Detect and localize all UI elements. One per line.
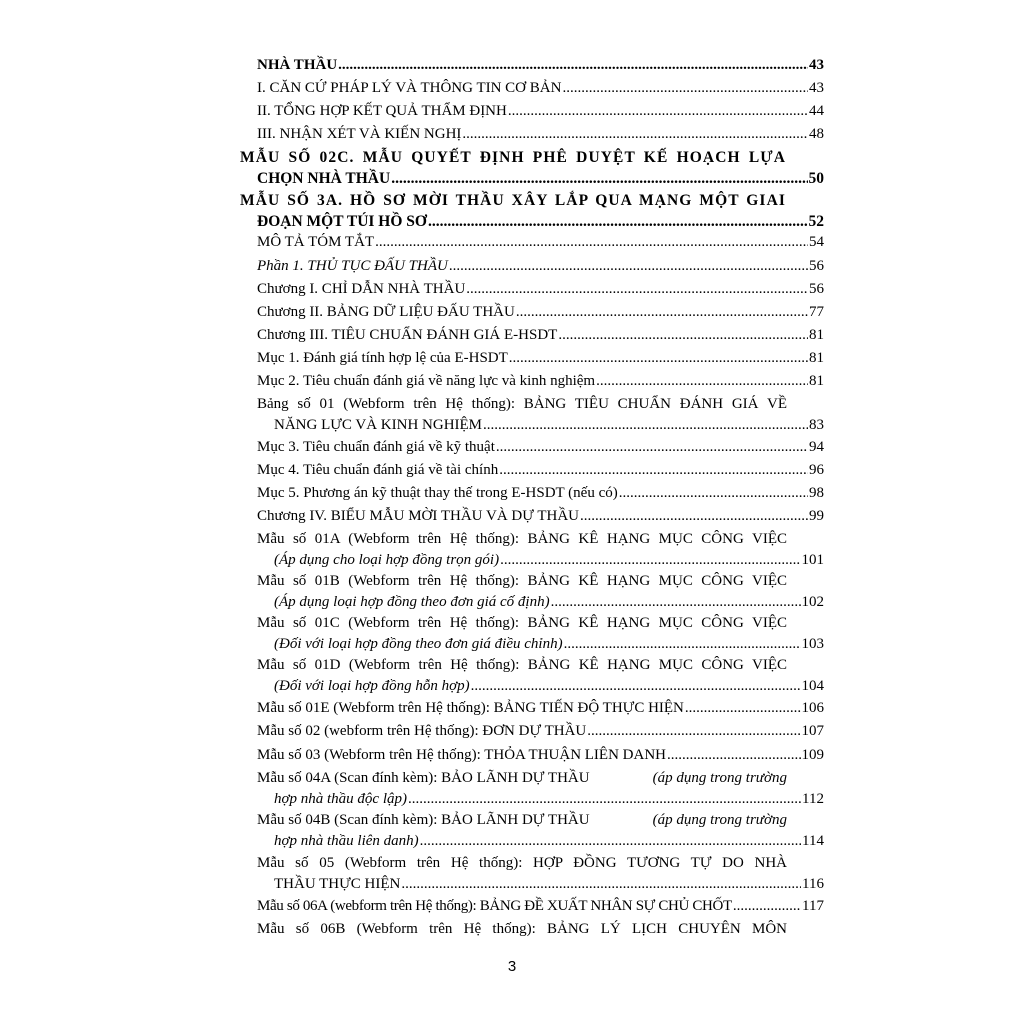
toc-entry-title-cont: (Áp dụng loại hợp đồng theo đơn giá cố định)	[274, 594, 550, 610]
toc-leader-dots	[619, 483, 808, 504]
toc-page-number: 44	[809, 103, 824, 119]
toc-entry-title: I. CĂN CỨ PHÁP LÝ VÀ THÔNG TIN CƠ BẢN	[257, 80, 562, 96]
toc-entry	[257, 348, 824, 369]
toc-entry	[257, 437, 824, 458]
toc-page-number: 81	[809, 350, 824, 366]
toc-entry-title-cont: (Đối với loại hợp đồng theo đơn giá điều chỉnh)	[274, 636, 563, 652]
toc-entry-title-cont: THẦU THỰC HIỆN	[274, 876, 401, 892]
toc-leader-dots	[471, 676, 801, 697]
toc-entry	[257, 256, 824, 277]
toc-page-number: 98	[809, 485, 824, 501]
toc-page-number: 117	[802, 898, 824, 914]
toc-leader-dots	[408, 789, 801, 810]
toc-entry	[257, 78, 824, 99]
toc-entry-title: Chương II. BẢNG DỮ LIỆU ĐẤU THẦU	[257, 304, 515, 320]
toc-entry	[257, 371, 824, 392]
toc-leader-dots	[508, 101, 808, 122]
toc-entry-title-cont: hợp nhà thầu độc lập)	[274, 791, 407, 807]
toc-page-number: 48	[809, 126, 824, 142]
toc-entry	[257, 655, 824, 697]
toc-leader-dots	[516, 302, 808, 323]
toc-entry	[257, 613, 824, 655]
toc-entry-title-cont: ĐOẠN MỘT TÚI HỒ SƠ	[257, 213, 427, 230]
toc-page-number: 43	[809, 57, 824, 73]
toc-entry-title: Mục 2. Tiêu chuẩn đánh giá về năng lực và kinh nghiệm	[257, 373, 596, 389]
toc-entry-title-italic: (áp dụng trong trường	[652, 770, 787, 786]
toc-entry-title-cont: CHỌN NHÀ THẦU	[257, 170, 391, 187]
toc-entry-title-cont: NĂNG LỰC VÀ KINH NGHIỆM	[274, 417, 483, 433]
toc-page-number: 103	[801, 636, 824, 652]
toc-leader-dots	[500, 550, 800, 571]
toc-entry-title: Chương IV. BIỂU MẪU MỜI THẦU VÀ DỰ THẦU	[257, 508, 580, 524]
toc-entry-title: NHÀ THẦU	[257, 57, 338, 73]
page-number: 3	[507, 958, 517, 975]
toc-leader-dots	[596, 371, 808, 392]
toc-entry-title: Bảng số 01 (Webform trên Hệ thống): BẢNG TIÊU CHUẨN ĐÁNH GIÁ VỀ	[257, 396, 787, 412]
toc-entry	[257, 394, 824, 436]
toc-entry	[257, 745, 824, 766]
toc-leader-dots	[685, 698, 801, 719]
toc-entry	[257, 325, 824, 346]
toc-entry	[257, 232, 824, 253]
toc-leader-dots	[462, 124, 808, 145]
toc-entry	[257, 529, 824, 571]
toc-page-number: 107	[801, 723, 824, 739]
toc-entry-title: Mẫu số 06B (Webform trên Hệ thống): BẢNG LÝ LỊCH CHUYÊN MÔN	[257, 921, 787, 937]
toc-entry	[240, 147, 824, 189]
toc-page-number: 81	[809, 327, 824, 343]
toc-entry	[257, 55, 824, 76]
toc-entry	[257, 279, 824, 300]
toc-entry	[257, 853, 824, 895]
toc-leader-dots	[466, 279, 808, 300]
toc-leader-dots	[499, 460, 808, 481]
toc-entry	[257, 506, 824, 527]
toc-page-number: 83	[809, 417, 824, 433]
toc-entry	[257, 302, 824, 323]
toc-entry-title: MẪU SỐ 3A. HỒ SƠ MỜI THẦU XÂY LẮP QUA MẠNG MỘT GIAI	[240, 192, 786, 209]
toc-entry-title: Mẫu số 05 (Webform trên Hệ thống): HỢP ĐỒNG TƯƠNG TỰ DO NHÀ	[257, 855, 787, 871]
toc-entry	[257, 101, 824, 122]
toc-entry-title: Phần 1. THỦ TỤC ĐẤU THẦU	[257, 258, 448, 274]
toc-entry-title: Mẫu số 01E (Webform trên Hệ thống): BẢNG TIẾN ĐỘ THỰC HIỆN	[257, 700, 684, 716]
toc-entry	[257, 721, 824, 742]
toc-page-number: 101	[801, 552, 824, 568]
toc-page-number: 99	[809, 508, 824, 524]
toc-entry	[257, 571, 824, 613]
toc-page-number: 94	[809, 439, 824, 455]
toc-leader-dots	[428, 211, 808, 232]
toc-entry-title: II. TỔNG HỢP KẾT QUẢ THẨM ĐỊNH	[257, 103, 507, 119]
toc-entry	[257, 768, 824, 810]
toc-page-number: 104	[801, 678, 824, 694]
toc-entry	[257, 698, 824, 719]
toc-leader-dots	[420, 831, 801, 852]
toc-entry-title: MÔ TẢ TÓM TẮT	[257, 234, 375, 250]
toc-entry-title: Chương III. TIÊU CHUẨN ĐÁNH GIÁ E-HSDT	[257, 327, 558, 343]
toc-entry	[257, 919, 824, 940]
toc-entry	[257, 124, 824, 145]
toc-leader-dots	[580, 506, 808, 527]
toc-entry-title: Mục 3. Tiêu chuẩn đánh giá về kỹ thuật	[257, 439, 495, 455]
toc-leader-dots	[496, 437, 808, 458]
toc-leader-dots	[558, 325, 808, 346]
toc-entry-title: Mẫu số 06A (webform trên Hệ thống): BẢNG ĐỀ XUẤT NHÂN SỰ CHỦ CHỐT	[257, 898, 732, 914]
toc-entry-title: MẪU SỐ 02C. MẪU QUYẾT ĐỊNH PHÊ DUYỆT KẾ HOẠCH LỰA	[240, 149, 786, 166]
toc-entry-title: Mẫu số 03 (Webform trên Hệ thống): THỎA THUẬN LIÊN DANH	[257, 747, 667, 763]
toc-entry-title: III. NHẬN XÉT VÀ KIẾN NGHỊ	[257, 126, 462, 142]
toc-leader-dots	[733, 896, 801, 917]
toc-page-number: 81	[809, 373, 824, 389]
toc-entry	[257, 460, 824, 481]
toc-page-number: 77	[809, 304, 824, 320]
toc-page-number: 54	[809, 234, 824, 250]
toc-entry-title: Chương I. CHỈ DẪN NHÀ THẦU	[257, 281, 466, 297]
toc-entry-title: Mẫu số 01B (Webform trên Hệ thống): BẢNG KÊ HẠNG MỤC CÔNG VIỆC	[257, 573, 787, 589]
toc-page-number: 50	[808, 170, 824, 187]
toc-entry-title: Mẫu số 02 (webform trên Hệ thống): ĐƠN DỰ THẦU	[257, 723, 587, 739]
toc-leader-dots	[562, 78, 808, 99]
toc-entry	[240, 190, 824, 232]
toc-page-number: 52	[808, 213, 824, 230]
toc-leader-dots	[391, 168, 807, 189]
toc-page-number: 112	[802, 791, 824, 807]
toc-page-number: 56	[809, 281, 824, 297]
toc-entry-title-cont: hợp nhà thầu liên danh)	[274, 833, 419, 849]
toc-entry	[257, 810, 824, 852]
toc-leader-dots	[449, 256, 808, 277]
toc-page-number: 102	[801, 594, 824, 610]
toc-leader-dots	[551, 592, 801, 613]
toc-page-number: 106	[801, 700, 824, 716]
toc-page-number: 96	[809, 462, 824, 478]
toc-entry-title: Mục 1. Đánh giá tính hợp lệ của E-HSDT	[257, 350, 508, 366]
toc-entry-title: Mẫu số 04A (Scan đính kèm): BẢO LÃNH DỰ THẦU	[257, 770, 590, 786]
toc-entry-title: Mẫu số 04B (Scan đính kèm): BẢO LÃNH DỰ THẦU	[257, 812, 590, 828]
toc-leader-dots	[338, 55, 808, 76]
toc-page-number: 43	[809, 80, 824, 96]
toc-entry-title-italic: (áp dụng trong trường	[652, 812, 787, 828]
toc-leader-dots	[401, 874, 801, 895]
toc-leader-dots	[587, 721, 800, 742]
toc-page-number: 109	[801, 747, 824, 763]
toc-entry	[257, 896, 824, 917]
toc-entry-title: Mục 5. Phương án kỹ thuật thay thế trong E-HSDT (nếu có)	[257, 485, 618, 501]
toc-page-number: 56	[809, 258, 824, 274]
toc-page-number: 114	[802, 833, 824, 849]
toc-leader-dots	[509, 348, 808, 369]
toc-leader-dots	[564, 634, 801, 655]
toc-page-number: 116	[802, 876, 824, 892]
toc-entry-title: Mẫu số 01A (Webform trên Hệ thống): BẢNG KÊ HẠNG MỤC CÔNG VIỆC	[257, 531, 787, 547]
toc-entry-title-cont: (Đối với loại hợp đồng hỗn hợp)	[274, 678, 470, 694]
toc-entry-title: Mục 4. Tiêu chuẩn đánh giá về tài chính	[257, 462, 499, 478]
toc-leader-dots	[483, 415, 808, 436]
toc-entry-title-cont: (Áp dụng cho loại hợp đồng trọn gói)	[274, 552, 500, 568]
toc-leader-dots	[375, 232, 808, 253]
toc-entry	[257, 483, 824, 504]
toc-entry-title: Mẫu số 01D (Webform trên Hệ thống): BẢNG KÊ HẠNG MỤC CÔNG VIỆC	[257, 657, 787, 673]
toc-leader-dots	[667, 745, 800, 766]
toc-entry-title: Mẫu số 01C (Webform trên Hệ thống): BẢNG KÊ HẠNG MỤC CÔNG VIỆC	[257, 615, 787, 631]
